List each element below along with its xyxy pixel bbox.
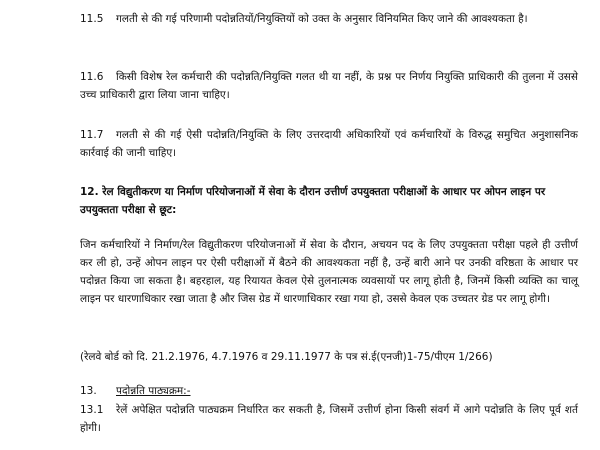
clause-number: 13.1 [80, 404, 104, 416]
clause-11-6 [80, 68, 578, 104]
section-12-heading: 12. रेल विद्युतीकरण या निर्माण परियोजनाओं में सेवा के दौरान उत्तीर्ण उपयुक्तता परीक्षाओं के आधार पर ओपन लाइन पर उपयुक्तता परीक्षा से छूट: [80, 186, 546, 216]
clause-number: 11.6 [80, 71, 104, 83]
clause-13-1 [80, 401, 578, 437]
clause-text: गलती से की गई परिणामी पदोन्नतियों/नियुक्तियों को उक्त के अनुसार विनियमित किए जाने की आवश्यकता है। [116, 13, 528, 25]
clause-text: किसी विशेष रेल कर्मचारी की पदोन्नति/नियुक्ति गलत थी या नहीं, के प्रश्न पर निर्णय नियुक्ति प्राधिकारी की तुलना में उससे उच्च प्राधिकारी द्वारा लिया जाना चाहिए। [80, 71, 578, 101]
clause-text: गलती से की गई ऐसी पदोन्नति/नियुक्ति के लिए उत्तरदायी अधिकारियों एवं कर्मचारियों के विरुद्ध समुचित अनुशासनिक कार्रवाई की जानी चाहिए। [80, 129, 578, 159]
section-number: 13. [80, 385, 97, 397]
clause-number: 11.7 [80, 129, 104, 141]
clause-11-7 [80, 126, 578, 162]
clause-number: 11.5 [80, 13, 104, 25]
section-13-heading [80, 382, 578, 400]
section-title: पदोन्नति पाठ्यक्रम:- [116, 385, 191, 397]
clause-11-5 [80, 10, 578, 28]
clause-text: रेलें अपेक्षित पदोन्नति पाठ्यक्रम निर्धारित कर सकती है, जिसमें उत्तीर्ण होना किसी संवर्ग में आगे पदोन्नति के लिए पूर्व शर्त होगी। [80, 404, 578, 434]
section-12-reference: (रेलवे बोर्ड को दि. 21.2.1976, 4.7.1976 व 29.11.1977 के पत्र सं.ई(एनजी)1-75/पीएम 1/266) [80, 351, 493, 363]
section-12-body: जिन कर्मचारियों ने निर्माण/रेल विद्युतीकरण परियोजनाओं में सेवा के दौरान, अचयन पद के लिए उपयुक्तता परीक्षा पहले ही उत्तीर्ण कर ली हो, उन्हें ओपन लाइन पर ऐसी परीक्षाओं में बैठने की आवश्यकता नहीं है, उन्हें बारी आने पर उनकी वरिष्ठता के आधार पर पदोन्नत किया जा सकता है। बहरहाल, यह रियायत केवल ऐसे तुलनात्मक व्यवसायों पर लागू होती है, जिनमें किसी व्यक्ति का चालू लाइन पर धारणाधिकार रखा जाता है और जिस ग्रेड में धारणाधिकार रखा गया हो, उससे केवल एक उच्चतर ग्रेड पर लागू होगी। [80, 239, 578, 305]
